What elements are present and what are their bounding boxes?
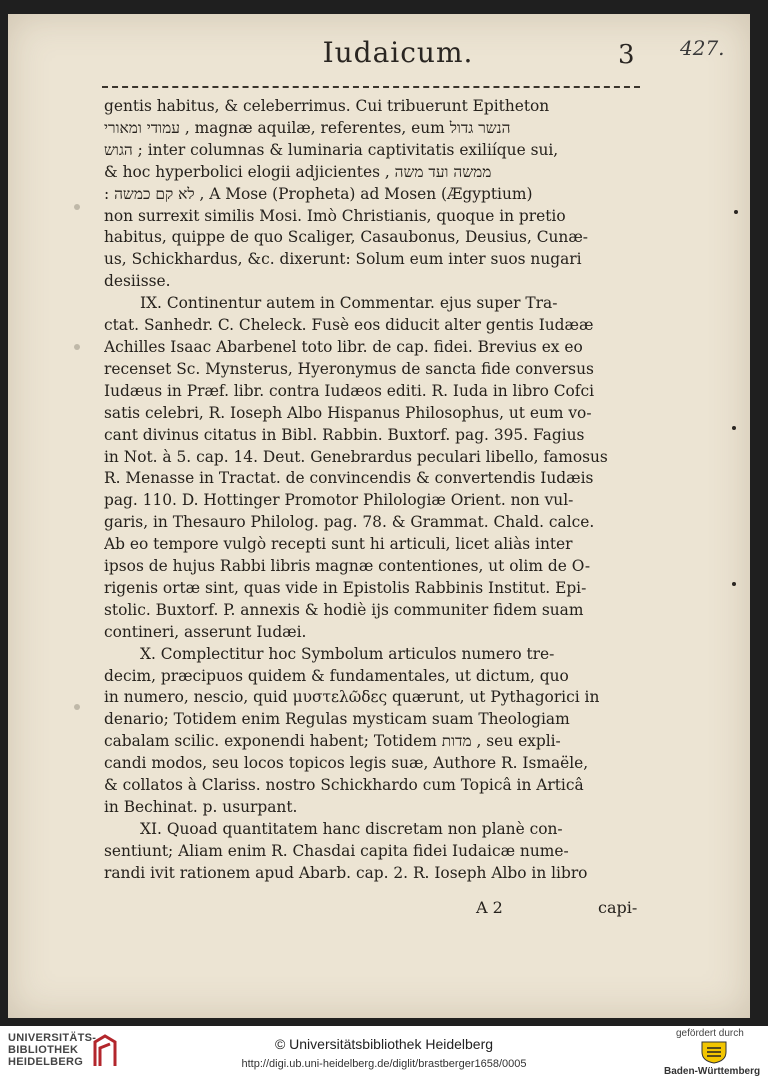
text-line: cant divinus citatus in Bibl. Rabbin. Buxtorf. pag. 395. Fagius	[104, 425, 585, 444]
margin-mark	[732, 582, 736, 586]
library-name: UNIVERSITÄTS- BIBLIOTHEK HEIDELBERG	[8, 1032, 97, 1068]
copyright-notice: © Universitätsbibliothek Heidelberg	[274, 1036, 494, 1052]
text-line: הגוש ; inter columnas & luminaria captivitatis exiliíque sui,	[104, 140, 559, 159]
binding-hole	[74, 344, 80, 350]
section-heading-line: XI. Quoad quantitatem hanc discretam non planè con-	[140, 819, 563, 838]
text-line: : לא קם כמשה , A Mose (Propheta) ad Mosen (Ægyptium)	[104, 184, 533, 203]
binding-hole	[74, 204, 80, 210]
footer-bar	[0, 1026, 768, 1081]
text-line: gentis habitus, & celeberrimus. Cui tribuerunt Epitheton	[104, 97, 550, 115]
text-line: R. Menasse in Tractat. de convincendis & convertendis Iudæis	[104, 469, 594, 488]
text-line: non surrexit similis Mosi. Imò Christianis, quoque in pretio	[104, 206, 566, 225]
text-line: stolic. Buxtorf. P. annexis & hodiè ijs communiter fidem suam	[104, 600, 584, 619]
text-line: pag. 110. D. Hottinger Promotor Philologiæ Orient. non vul-	[104, 491, 574, 510]
coat-of-arms-icon	[698, 1040, 730, 1064]
text-line: Achilles Isaac Abarbenel toto libr. de cap. fidei. Brevius ex eo	[104, 337, 583, 356]
text-line: ipsos de hujus Rabbi libris magnæ contentiones, ut olim de O-	[104, 557, 591, 576]
text-line: habitus, quippe de quo Scaliger, Casaubonus, Deusius, Cunæ-	[104, 228, 589, 247]
binding-hole	[74, 704, 80, 710]
text-line: contineri, asserunt Iudæi.	[104, 622, 307, 641]
book-page	[8, 14, 750, 1018]
text-line: Iudæus in Præf. libr. contra Iudæos editi. R. Iuda in libro Cofci	[104, 381, 595, 400]
catchword: capi-	[598, 898, 638, 917]
body-text	[104, 96, 642, 885]
text-line: in Not. à 5. cap. 14. Deut. Genebrardus peculari libello, famosus	[104, 447, 608, 466]
header-rule	[102, 86, 640, 91]
text-line: us, Schickhardus, &c. dixerunt: Solum eum inter suos nugari	[104, 250, 582, 269]
text-line: rigenis ortæ sint, quas vide in Epistolis Rabbinis Institut. Epi-	[104, 578, 587, 597]
text-line: satis celebri, R. Ioseph Albo Hispanus Philosophus, ut eum vo-	[104, 403, 592, 422]
text-line: cabalam scilic. exponendi habent; Totidem מדות , seu expli-	[104, 732, 561, 751]
sponsor-name: Baden-Württemberg	[664, 1066, 761, 1077]
signature-mark: A 2	[476, 898, 503, 917]
text-line: decim, præcipuos quidem & fundamentales, ut dictum, quo	[104, 666, 569, 685]
section-heading-line: IX. Continentur autem in Commentar. ejus super Tra-	[140, 294, 558, 313]
text-line: עמודי ומאורי , magnæ aquilæ, referentes, eum הנשר גדול	[104, 118, 511, 137]
text-line: denario; Totidem enim Regulas mysticam suam Theologiam	[104, 710, 570, 729]
text-line: recenset Sc. Mynsterus, Hyeronymus de sancta fide conversus	[104, 359, 594, 378]
margin-mark	[732, 426, 736, 430]
text-line: garis, in Thesauro Philolog. pag. 78. & Grammat. Chald. calce.	[104, 513, 595, 532]
text-line: & collatos à Clariss. nostro Schickhardo cum Topicâ in Articâ	[104, 776, 584, 795]
text-line: desiisse.	[104, 272, 171, 291]
text-line: sentiunt; Aliam enim R. Chasdai capita fidei Iudaicæ nume-	[104, 841, 569, 860]
source-url-link[interactable]: http://digi.ub.uni-heidelberg.de/diglit/brastberger1658/0005	[241, 1058, 527, 1070]
handwritten-page-number: 427.	[680, 36, 725, 60]
text-line: & hoc hyperbolici elogii adjicientes , ממשה ועד משה	[104, 162, 492, 181]
text-line: ctat. Sanhedr. C. Cheleck. Fusè eos diducit alter gentis Iudææ	[104, 316, 594, 335]
text-line: randi ivit rationem apud Abarb. cap. 2. R. Ioseph Albo in libro	[104, 863, 588, 882]
text-line: in numero, nescio, quid μυστελῶδες quærunt, ut Pythagorici in	[104, 688, 600, 707]
text-line: Ab eo tempore vulgò recepti sunt hi articuli, licet aliàs inter	[104, 535, 573, 554]
section-heading-line: X. Complectitur hoc Symbolum articulos numero tre-	[140, 644, 555, 663]
text-line: candi modos, seu locos topicos legis suæ, Authore R. Ismaële,	[104, 754, 589, 773]
sponsor-label: gefördert durch	[676, 1028, 744, 1039]
printed-page-mark: 3	[618, 40, 635, 70]
running-head: Iudaicum.	[322, 36, 474, 69]
text-line: in Bechinat. p. usurpant.	[104, 798, 298, 816]
margin-mark	[734, 210, 738, 214]
